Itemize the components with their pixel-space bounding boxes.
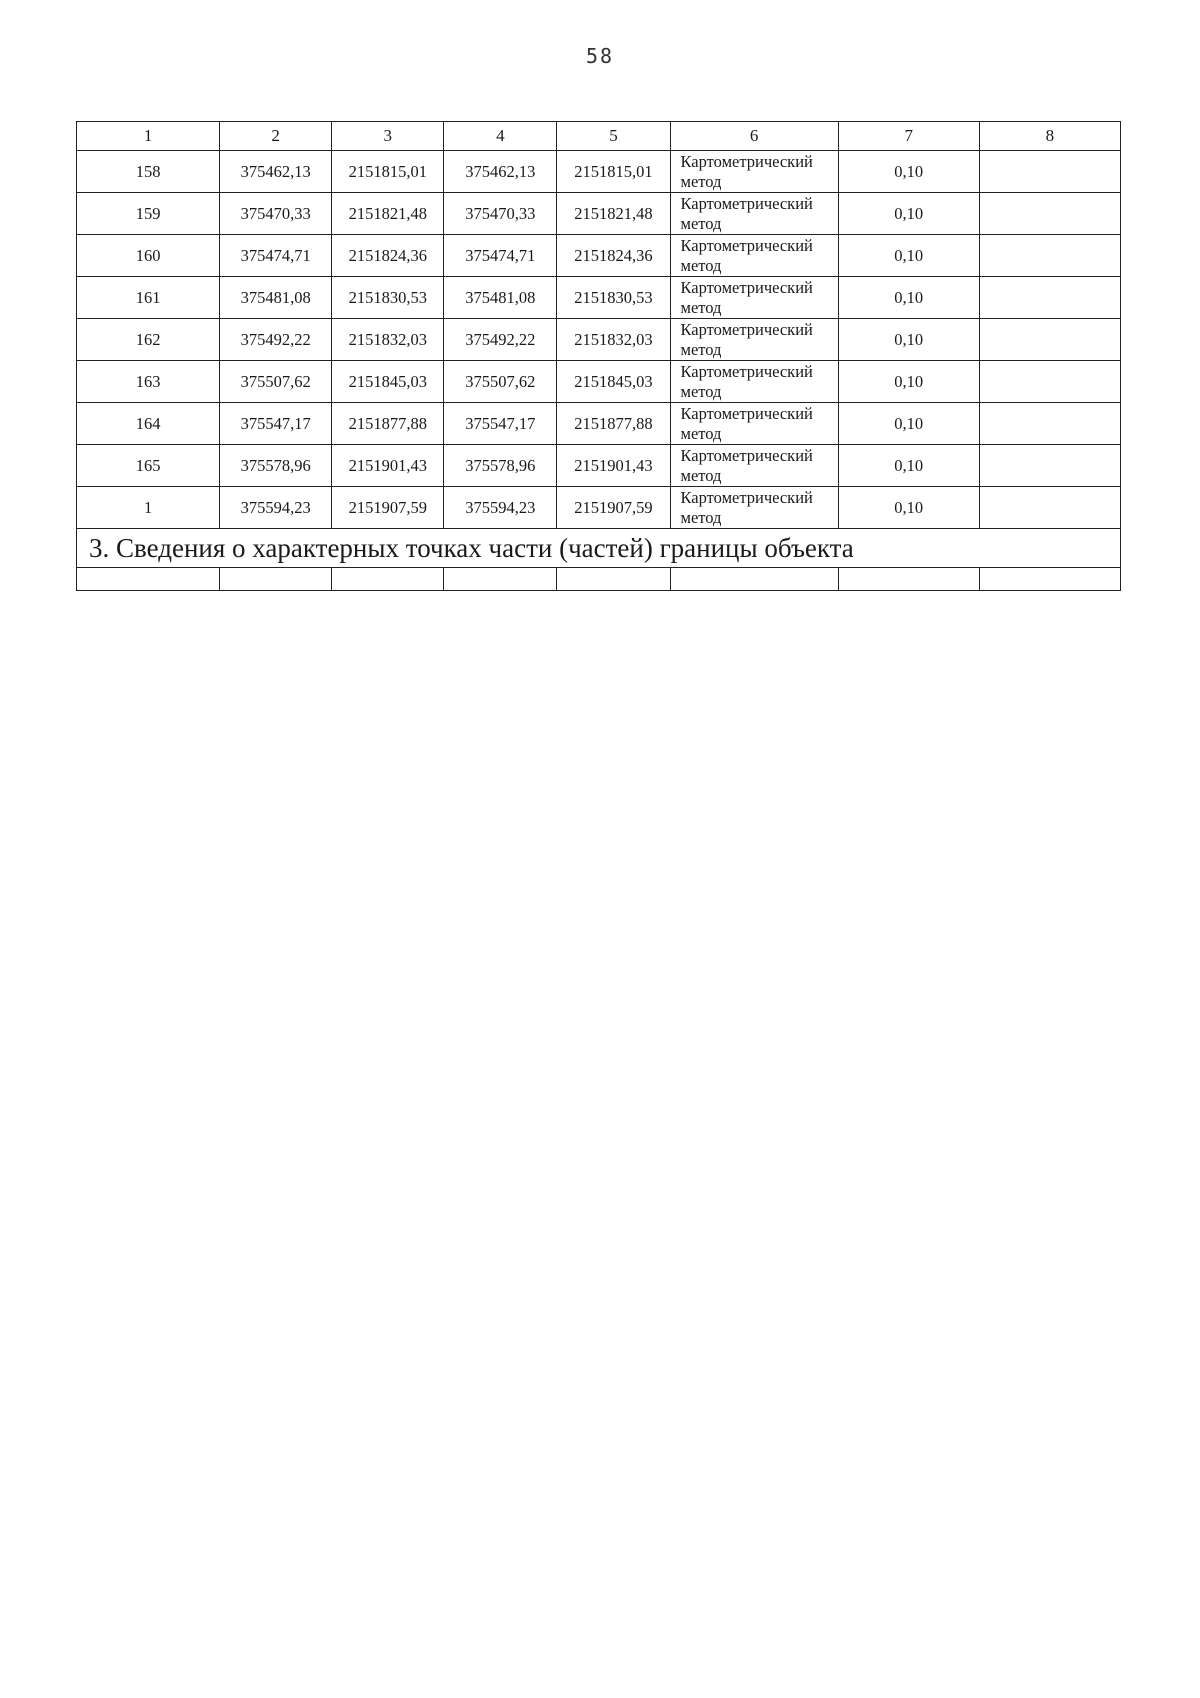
y-coordinate-alt-cell: 2151901,43 [557, 445, 670, 487]
x-coordinate-cell: 375578,96 [220, 445, 332, 487]
header-cell-1: 1 [77, 122, 220, 151]
header-cell-8: 8 [979, 122, 1120, 151]
x-coordinate-alt-cell: 375462,13 [444, 151, 557, 193]
y-coordinate-cell: 2151845,03 [332, 361, 444, 403]
point-number-cell: 162 [77, 319, 220, 361]
method-line-2: метод [680, 465, 722, 485]
y-coordinate-alt-cell: 2151815,01 [557, 151, 670, 193]
y-coordinate-alt-cell: 2151845,03 [557, 361, 670, 403]
table-row [77, 151, 1121, 193]
y-coordinate-cell: 2151830,53 [332, 277, 444, 319]
empty-cell [332, 568, 444, 591]
x-coordinate-alt-cell: 375481,08 [444, 277, 557, 319]
table-row [77, 487, 1121, 529]
section-title: 3. Сведения о характерных точках части (частей) границы объекта [77, 529, 1121, 568]
x-coordinate-alt-cell: 375547,17 [444, 403, 557, 445]
point-number-cell: 165 [77, 445, 220, 487]
method-cell [670, 277, 838, 319]
y-coordinate-cell: 2151907,59 [332, 487, 444, 529]
method-cell [670, 151, 838, 193]
method-line-2: метод [680, 339, 722, 359]
y-coordinate-alt-cell: 2151907,59 [557, 487, 670, 529]
empty-cell [444, 568, 557, 591]
method-cell [670, 487, 838, 529]
method-line-1: Картометрический [680, 235, 813, 255]
y-coordinate-cell: 2151901,43 [332, 445, 444, 487]
table-row [77, 403, 1121, 445]
x-coordinate-cell: 375507,62 [220, 361, 332, 403]
note-cell [979, 361, 1120, 403]
accuracy-cell: 0,10 [838, 151, 979, 193]
x-coordinate-cell: 375547,17 [220, 403, 332, 445]
method-line-2: метод [680, 423, 722, 443]
method-line-1: Картометрический [680, 319, 813, 339]
empty-cell [979, 568, 1120, 591]
point-number-cell: 1 [77, 487, 220, 529]
x-coordinate-cell: 375470,33 [220, 193, 332, 235]
x-coordinate-alt-cell: 375507,62 [444, 361, 557, 403]
note-cell [979, 445, 1120, 487]
point-number-cell: 160 [77, 235, 220, 277]
header-cell-2: 2 [220, 122, 332, 151]
empty-cell [838, 568, 979, 591]
point-number-cell: 161 [77, 277, 220, 319]
method-line-2: метод [680, 171, 722, 191]
table-row [77, 277, 1121, 319]
y-coordinate-alt-cell: 2151830,53 [557, 277, 670, 319]
accuracy-cell: 0,10 [838, 445, 979, 487]
method-cell [670, 361, 838, 403]
section-title-row [77, 529, 1121, 568]
method-line-2: метод [680, 213, 722, 233]
point-number-cell: 159 [77, 193, 220, 235]
y-coordinate-alt-cell: 2151877,88 [557, 403, 670, 445]
accuracy-cell: 0,10 [838, 361, 979, 403]
y-coordinate-cell: 2151815,01 [332, 151, 444, 193]
y-coordinate-cell: 2151824,36 [332, 235, 444, 277]
method-cell [670, 193, 838, 235]
header-cell-5: 5 [557, 122, 670, 151]
accuracy-cell: 0,10 [838, 319, 979, 361]
method-line-1: Картометрический [680, 361, 813, 381]
method-line-1: Картометрический [680, 277, 813, 297]
accuracy-cell: 0,10 [838, 403, 979, 445]
note-cell [979, 319, 1120, 361]
x-coordinate-cell: 375492,22 [220, 319, 332, 361]
x-coordinate-alt-cell: 375594,23 [444, 487, 557, 529]
method-line-1: Картометрический [680, 403, 813, 423]
point-number-cell: 164 [77, 403, 220, 445]
x-coordinate-cell: 375481,08 [220, 277, 332, 319]
accuracy-cell: 0,10 [838, 487, 979, 529]
header-cell-7: 7 [838, 122, 979, 151]
x-coordinate-alt-cell: 375474,71 [444, 235, 557, 277]
x-coordinate-cell: 375462,13 [220, 151, 332, 193]
method-line-2: метод [680, 507, 722, 527]
accuracy-cell: 0,10 [838, 235, 979, 277]
x-coordinate-cell: 375594,23 [220, 487, 332, 529]
point-number-cell: 163 [77, 361, 220, 403]
y-coordinate-cell: 2151821,48 [332, 193, 444, 235]
empty-row [77, 568, 1121, 591]
method-cell [670, 319, 838, 361]
header-cell-4: 4 [444, 122, 557, 151]
table-row [77, 445, 1121, 487]
coordinates-table [76, 121, 1121, 591]
table-row [77, 319, 1121, 361]
note-cell [979, 403, 1120, 445]
table-row [77, 361, 1121, 403]
header-cell-3: 3 [332, 122, 444, 151]
accuracy-cell: 0,10 [838, 277, 979, 319]
method-line-1: Картометрический [680, 487, 813, 507]
y-coordinate-alt-cell: 2151821,48 [557, 193, 670, 235]
note-cell [979, 487, 1120, 529]
x-coordinate-alt-cell: 375578,96 [444, 445, 557, 487]
table-row [77, 193, 1121, 235]
y-coordinate-alt-cell: 2151824,36 [557, 235, 670, 277]
method-line-2: метод [680, 381, 722, 401]
empty-cell [77, 568, 220, 591]
method-line-1: Картометрический [680, 151, 813, 171]
method-line-2: метод [680, 255, 722, 275]
empty-cell [220, 568, 332, 591]
x-coordinate-alt-cell: 375492,22 [444, 319, 557, 361]
note-cell [979, 235, 1120, 277]
note-cell [979, 277, 1120, 319]
note-cell [979, 193, 1120, 235]
method-line-1: Картометрический [680, 193, 813, 213]
y-coordinate-alt-cell: 2151832,03 [557, 319, 670, 361]
page-number: 58 [585, 44, 615, 68]
method-line-2: метод [680, 297, 722, 317]
table-row [77, 235, 1121, 277]
method-cell [670, 235, 838, 277]
y-coordinate-cell: 2151832,03 [332, 319, 444, 361]
empty-cell [557, 568, 670, 591]
header-cell-6: 6 [670, 122, 838, 151]
y-coordinate-cell: 2151877,88 [332, 403, 444, 445]
point-number-cell: 158 [77, 151, 220, 193]
method-cell [670, 445, 838, 487]
x-coordinate-alt-cell: 375470,33 [444, 193, 557, 235]
x-coordinate-cell: 375474,71 [220, 235, 332, 277]
empty-cell [670, 568, 838, 591]
note-cell [979, 151, 1120, 193]
header-row [77, 122, 1121, 151]
method-cell [670, 403, 838, 445]
method-line-1: Картометрический [680, 445, 813, 465]
accuracy-cell: 0,10 [838, 193, 979, 235]
